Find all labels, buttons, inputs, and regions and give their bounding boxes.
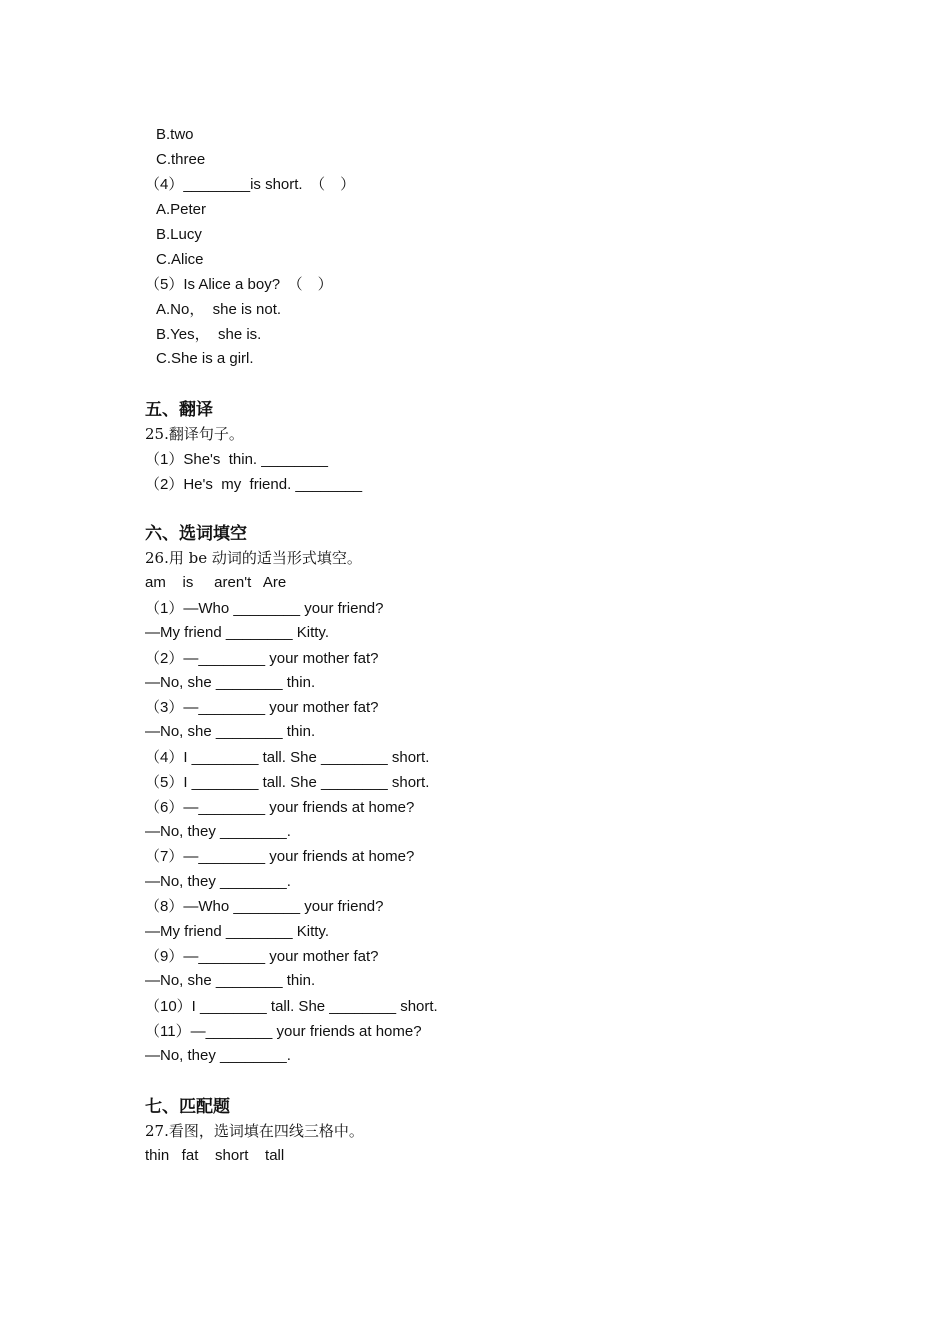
fill-blank-line: （1）—Who ________ your friend? <box>145 600 384 617</box>
question-title: 25.翻译句子。 <box>145 425 244 443</box>
word-bank: am is aren't Are <box>145 574 287 591</box>
question-stem: （4）________is short. （ ） <box>145 176 356 193</box>
question-title: 26.用 be 动词的适当形式填空。 <box>145 549 362 567</box>
fill-blank-line: —My friend ________ Kitty. <box>145 923 329 940</box>
question-stem: （5）Is Alice a boy? （ ） <box>145 276 333 293</box>
fill-blank-line: （9）—________ your mother fat? <box>145 948 379 965</box>
fill-blank-line: —No, they ________. <box>145 873 291 890</box>
fill-blank-line: （8）—Who ________ your friend? <box>145 898 384 915</box>
fill-blank-line: （3）—________ your mother fat? <box>145 699 379 716</box>
fill-blank-line: —No, they ________. <box>145 823 291 840</box>
option-line: A.Peter <box>156 201 207 218</box>
fill-blank-line: （4）I ________ tall. She ________ short. <box>145 749 430 766</box>
fill-blank-line: —My friend ________ Kitty. <box>145 624 329 641</box>
section-heading: 七、匹配题 <box>145 1097 230 1117</box>
fill-blank-line: —No, they ________. <box>145 1047 291 1064</box>
option-line: A.No， she is not. <box>156 301 282 318</box>
fill-blank-line: （10）I ________ tall. She ________ short. <box>145 998 438 1015</box>
option-line: B.Lucy <box>156 226 202 243</box>
section-heading: 六、选词填空 <box>145 524 247 544</box>
option-line: C.three <box>156 151 206 168</box>
fill-blank-line: （11）—________ your friends at home? <box>145 1023 422 1040</box>
question-title: 27.看图，选词填在四线三格中。 <box>145 1122 364 1140</box>
fill-blank-line: —No, she ________ thin. <box>145 723 316 740</box>
word-bank: thin fat short tall <box>145 1147 285 1164</box>
fill-blank-line: —No, she ________ thin. <box>145 972 316 989</box>
translation-item: （2）He's my friend. ________ <box>145 476 363 493</box>
section-heading: 五、翻译 <box>145 400 213 420</box>
option-line: C.Alice <box>156 251 204 268</box>
option-line: B.Yes， she is. <box>156 326 262 343</box>
translation-item: （1）She's thin. ________ <box>145 451 328 468</box>
option-line: B.two <box>156 126 194 143</box>
fill-blank-line: （6）—________ your friends at home? <box>145 799 415 816</box>
fill-blank-line: （5）I ________ tall. She ________ short. <box>145 774 430 791</box>
fill-blank-line: —No, she ________ thin. <box>145 674 316 691</box>
option-line: C.She is a girl. <box>156 350 254 367</box>
fill-blank-line: （2）—________ your mother fat? <box>145 650 379 667</box>
fill-blank-line: （7）—________ your friends at home? <box>145 848 415 865</box>
